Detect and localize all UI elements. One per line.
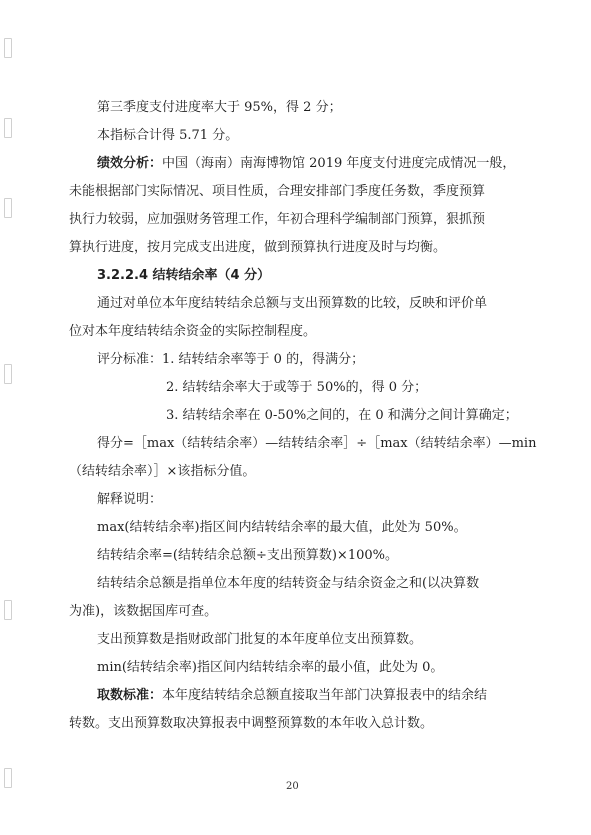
line-text: 结转结余率=(结转结余总额÷支出预算数)×100%。 <box>97 548 398 563</box>
text-line <box>97 128 238 144</box>
text-line <box>69 324 316 340</box>
text-line <box>97 352 364 368</box>
text-line <box>69 716 433 732</box>
line-text: 2. 结转结余率大于或等于 50%的，得 0 分； <box>166 380 428 395</box>
text-line <box>97 156 515 172</box>
line-text: 中国（海南）南海博物馆 2019 年度支付进度完成情况一般， <box>162 156 516 171</box>
line-text: 第三季度支付进度率大于 95%，得 2 分； <box>97 100 342 115</box>
text-line <box>69 240 446 256</box>
line-text: （结转结余率）］×该指标分值。 <box>69 464 256 479</box>
line-text: 支出预算数是指财政部门批复的本年度单位支出预算数。 <box>97 632 423 647</box>
text-line <box>97 660 443 676</box>
line-text: 算执行进度，按月完成支出进度，做到预算执行进度及时与均衡。 <box>69 240 447 255</box>
binding-hole-mark <box>4 364 12 384</box>
binding-hole-mark <box>4 768 12 788</box>
text-line <box>97 520 467 536</box>
text-line <box>97 436 536 452</box>
text-line <box>69 212 485 228</box>
text-line <box>166 380 427 396</box>
text-line <box>97 576 479 592</box>
binding-hole-mark <box>4 38 12 58</box>
binding-hole-mark <box>4 600 12 620</box>
line-text: 评分标准：1. 结转结余率等于 0 的，得满分； <box>97 352 365 367</box>
text-line <box>69 604 217 620</box>
line-text: 通过对单位本年度结转结余总额与支出预算数的比较，反映和评价单 <box>97 296 488 311</box>
line-text: 3. 结转结余率在 0-50%之间的，在 0 和满分之间计算确定； <box>166 408 518 423</box>
line-text: 得分=［max（结转结余率）—结转结余率］÷［max（结转结余率）—min <box>97 436 537 451</box>
line-text: max(结转结余率)指区间内结转结余率的最大值，此处为 50%。 <box>97 520 467 535</box>
text-line <box>97 688 487 704</box>
text-line <box>97 296 487 312</box>
text-line <box>97 100 342 116</box>
line-text: 解释说明： <box>97 492 163 507</box>
line-text: 为准)，该数据国库可查。 <box>69 604 218 619</box>
text-line <box>97 492 162 508</box>
text-line <box>97 632 422 648</box>
page-number: 20 <box>286 781 299 792</box>
line-text: 执行力较弱，应加强财务管理工作，年初合理科学编制部门预算，狠抓预 <box>69 212 486 227</box>
line-text: 位对本年度结转结余资金的实际控制程度。 <box>69 324 317 339</box>
section-heading <box>97 268 270 284</box>
binding-hole-mark <box>4 198 12 218</box>
line-text: 结转结余总额是指单位本年度的结转资金与结余资金之和(以决算数 <box>97 576 480 591</box>
text-line <box>97 548 398 564</box>
text-line <box>69 184 485 200</box>
section-label: 取数标准： <box>97 688 163 703</box>
text-line <box>166 408 518 424</box>
heading-text: 3.2.2.4 结转结余率（4 分） <box>97 268 271 283</box>
line-text: 本年度结转结余总额直接取当年部门决算报表中的结余结 <box>162 688 488 703</box>
line-text: 未能根据部门实际情况、项目性质，合理安排部门季度任务数，季度预算 <box>69 184 486 199</box>
line-text: 转数。支出预算数取决算报表中调整预算数的本年收入总计数。 <box>69 716 434 731</box>
text-line <box>69 464 255 480</box>
binding-hole-mark <box>4 118 12 138</box>
line-text: min(结转结余率)指区间内结转结余率的最小值，此处为 0。 <box>97 660 444 675</box>
section-label: 绩效分析： <box>97 156 163 171</box>
line-text: 本指标合计得 5.71 分。 <box>97 128 239 143</box>
